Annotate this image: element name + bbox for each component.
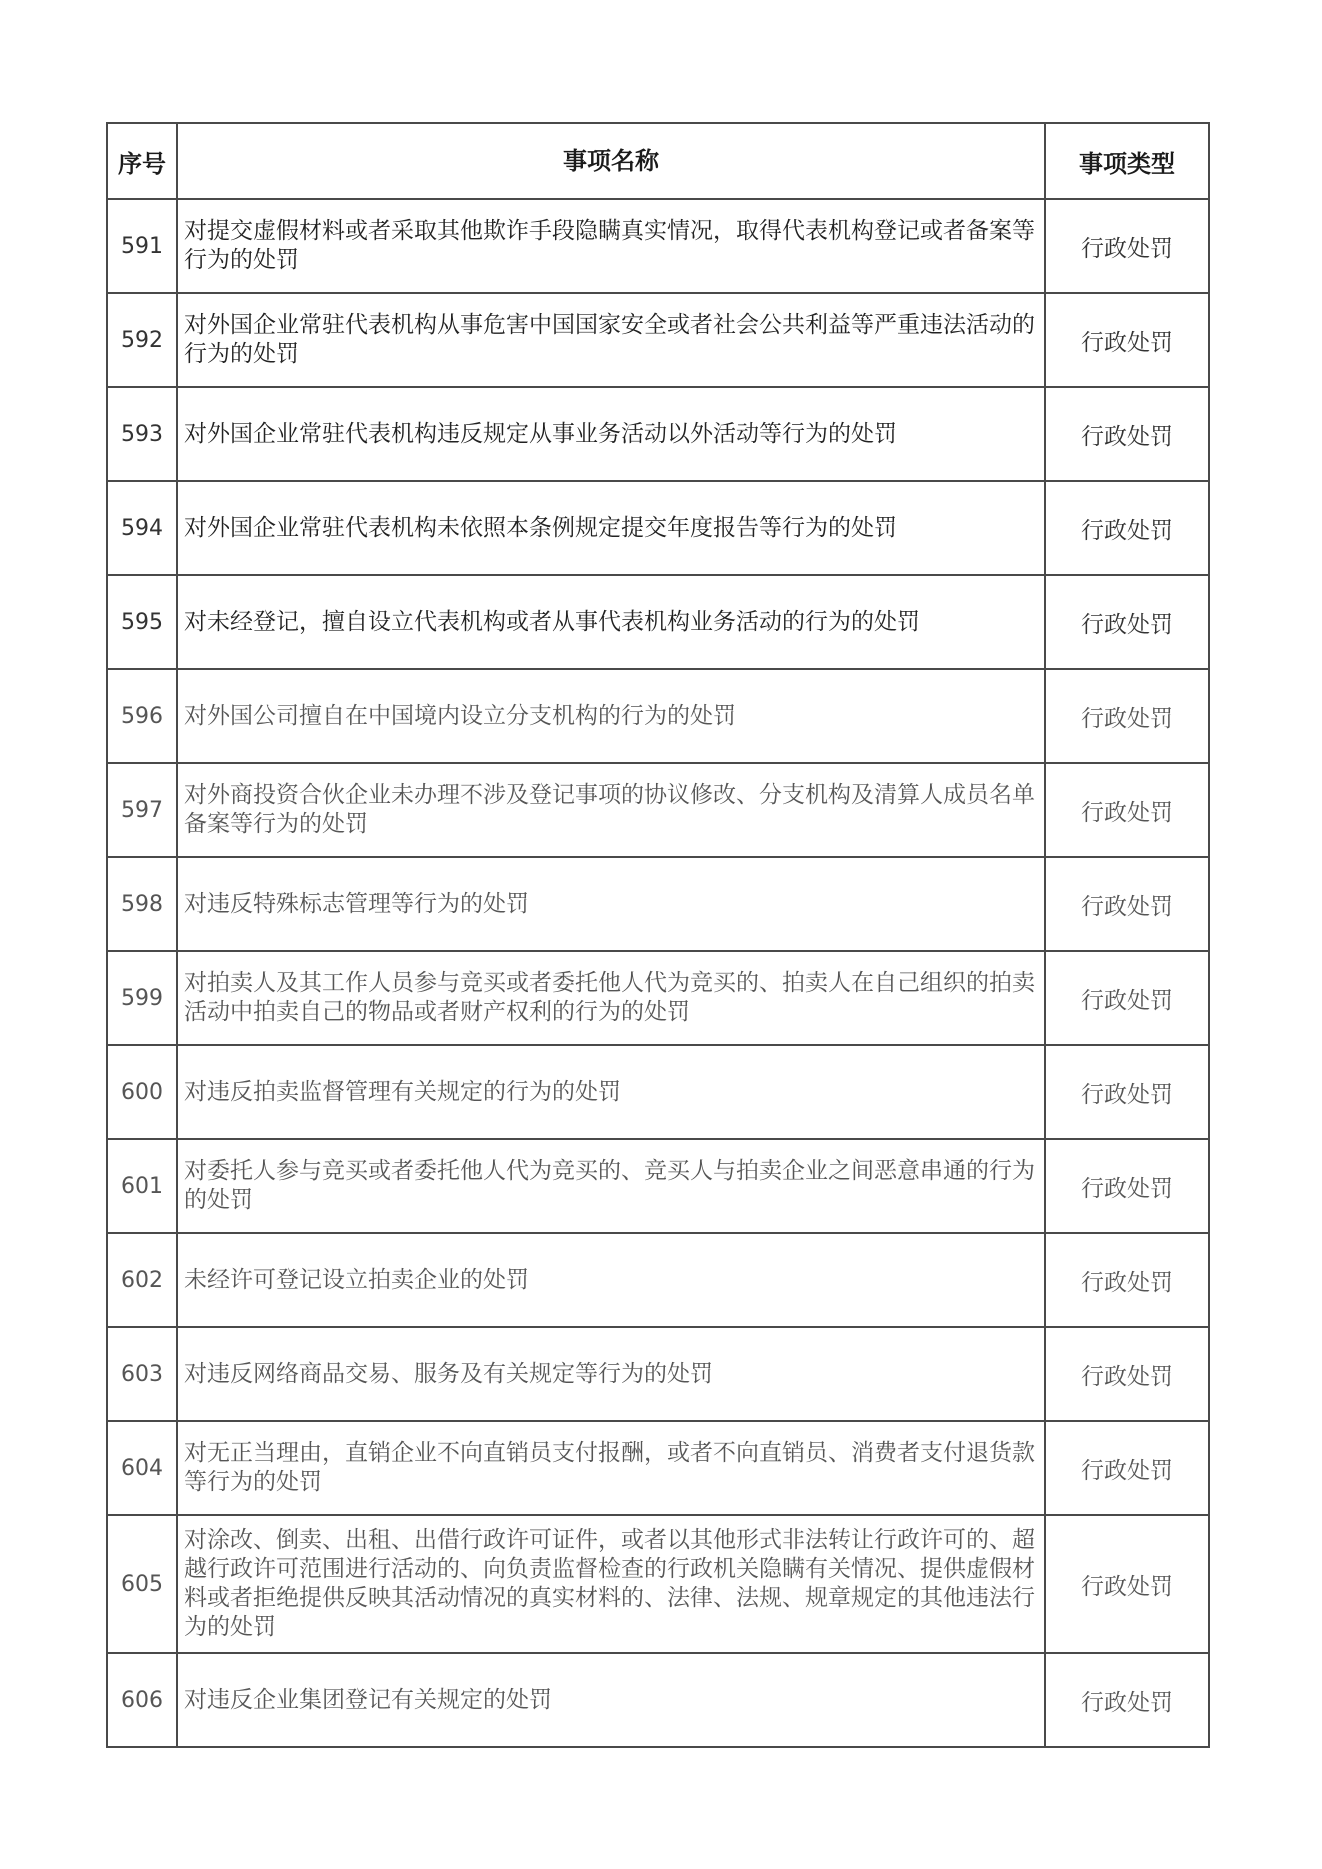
row-type: 行政处罚 (1045, 1421, 1209, 1515)
row-name: 对违反网络商品交易、服务及有关规定等行为的处罚 (177, 1327, 1045, 1421)
row-type: 行政处罚 (1045, 951, 1209, 1045)
row-type: 行政处罚 (1045, 1515, 1209, 1653)
table-row (107, 1233, 1209, 1327)
row-no: 592 (107, 293, 177, 387)
row-no: 598 (107, 857, 177, 951)
row-name: 对违反拍卖监督管理有关规定的行为的处罚 (177, 1045, 1045, 1139)
row-type: 行政处罚 (1045, 1653, 1209, 1747)
row-type: 行政处罚 (1045, 387, 1209, 481)
row-type: 行政处罚 (1045, 669, 1209, 763)
table-row (107, 199, 1209, 293)
row-name: 对外国企业常驻代表机构违反规定从事业务活动以外活动等行为的处罚 (177, 387, 1045, 481)
table-row (107, 1327, 1209, 1421)
row-no: 593 (107, 387, 177, 481)
row-type: 行政处罚 (1045, 199, 1209, 293)
table-row (107, 1421, 1209, 1515)
row-no: 602 (107, 1233, 177, 1327)
row-name: 对未经登记，擅自设立代表机构或者从事代表机构业务活动的行为的处罚 (177, 575, 1045, 669)
table-row (107, 1515, 1209, 1653)
row-no: 604 (107, 1421, 177, 1515)
table-row (107, 669, 1209, 763)
row-type: 行政处罚 (1045, 1233, 1209, 1327)
row-no: 599 (107, 951, 177, 1045)
row-type: 行政处罚 (1045, 1139, 1209, 1233)
row-type: 行政处罚 (1045, 763, 1209, 857)
row-name: 未经许可登记设立拍卖企业的处罚 (177, 1233, 1045, 1327)
row-name: 对提交虚假材料或者采取其他欺诈手段隐瞒真实情况，取得代表机构登记或者备案等行为的处罚 (177, 199, 1045, 293)
row-no: 601 (107, 1139, 177, 1233)
items-table (106, 122, 1210, 1748)
row-no: 606 (107, 1653, 177, 1747)
table-row (107, 293, 1209, 387)
row-no: 597 (107, 763, 177, 857)
row-type: 行政处罚 (1045, 293, 1209, 387)
row-name: 对涂改、倒卖、出租、出借行政许可证件，或者以其他形式非法转让行政许可的、超越行政许可范围进行活动的、向负责监督检查的行政机关隐瞒有关情况、提供虚假材料或者拒绝提供反映其活动情况的真实材料的、法律、法规、规章规定的其他违法行为的处罚 (177, 1515, 1045, 1653)
header-no: 序号 (107, 123, 177, 199)
table-row (107, 1139, 1209, 1233)
row-name: 对委托人参与竞买或者委托他人代为竞买的、竞买人与拍卖企业之间恶意串通的行为的处罚 (177, 1139, 1045, 1233)
row-name: 对无正当理由，直销企业不向直销员支付报酬，或者不向直销员、消费者支付退货款等行为的处罚 (177, 1421, 1045, 1515)
row-type: 行政处罚 (1045, 1045, 1209, 1139)
row-name: 对外国企业常驻代表机构从事危害中国国家安全或者社会公共利益等严重违法活动的行为的处罚 (177, 293, 1045, 387)
table-row (107, 481, 1209, 575)
table-header-row (107, 123, 1209, 199)
row-no: 603 (107, 1327, 177, 1421)
row-name: 对违反特殊标志管理等行为的处罚 (177, 857, 1045, 951)
table-row (107, 951, 1209, 1045)
row-type: 行政处罚 (1045, 481, 1209, 575)
row-name: 对拍卖人及其工作人员参与竞买或者委托他人代为竞买的、拍卖人在自己组织的拍卖活动中拍卖自己的物品或者财产权利的行为的处罚 (177, 951, 1045, 1045)
row-name: 对外国企业常驻代表机构未依照本条例规定提交年度报告等行为的处罚 (177, 481, 1045, 575)
header-name: 事项名称 (177, 123, 1045, 199)
row-name: 对违反企业集团登记有关规定的处罚 (177, 1653, 1045, 1747)
row-no: 605 (107, 1515, 177, 1653)
row-type: 行政处罚 (1045, 857, 1209, 951)
table-row (107, 763, 1209, 857)
header-type: 事项类型 (1045, 123, 1209, 199)
row-no: 591 (107, 199, 177, 293)
table-row (107, 387, 1209, 481)
row-no: 594 (107, 481, 177, 575)
row-no: 596 (107, 669, 177, 763)
table-row (107, 857, 1209, 951)
table-row (107, 575, 1209, 669)
table-row (107, 1653, 1209, 1747)
row-name: 对外国公司擅自在中国境内设立分支机构的行为的处罚 (177, 669, 1045, 763)
row-no: 595 (107, 575, 177, 669)
row-name: 对外商投资合伙企业未办理不涉及登记事项的协议修改、分支机构及清算人成员名单备案等行为的处罚 (177, 763, 1045, 857)
row-no: 600 (107, 1045, 177, 1139)
table-row (107, 1045, 1209, 1139)
row-type: 行政处罚 (1045, 575, 1209, 669)
row-type: 行政处罚 (1045, 1327, 1209, 1421)
